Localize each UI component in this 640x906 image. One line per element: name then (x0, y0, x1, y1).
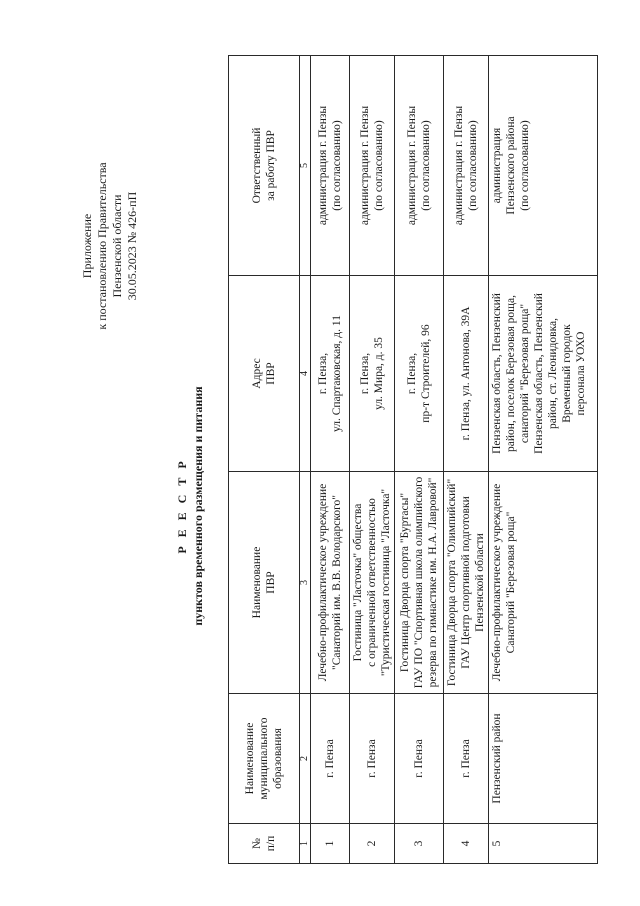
cell-responsible: администрация г. Пензы (по согласованию) (311, 56, 350, 276)
cell-responsible: администрация г. Пензы (по согласованию) (444, 56, 489, 276)
approval-line: Приложение (80, 213, 94, 279)
approval-stamp-block (80, 146, 140, 346)
cell-num: 2 (350, 824, 395, 864)
approval-line: Пензенской области (110, 194, 124, 298)
cell-responsible: администрация г. Пензы (по согласованию) (350, 56, 395, 276)
column-number: 2 (300, 694, 311, 824)
table-row (489, 56, 598, 864)
table-row (350, 56, 395, 864)
cell-municipality: г. Пенза (350, 694, 395, 824)
cell-responsible: администрация г. Пензы (по согласованию) (395, 56, 444, 276)
cell-municipality: Пензенский район (489, 694, 598, 824)
cell-num: 5 (489, 824, 598, 864)
cell-pvr-name: Гостиница Дворца спорта "Олимпийский" ГАУ Центр спортивной подготовки Пензенской области (444, 472, 489, 694)
cell-num: 1 (311, 824, 350, 864)
cell-pvr-name: Лечебно-профилактическое учреждение Санаторий "Березовая роща" (489, 472, 598, 694)
header-municipality: Наименование муниципального образования (229, 694, 300, 824)
column-number: 1 (300, 824, 311, 864)
table-header-row (229, 56, 300, 864)
header-pvr-name: Наименование ПВР (229, 472, 300, 694)
cell-pvr-address: г. Пенза, пр-т Строителей, 96 (395, 276, 444, 472)
registry-table (228, 55, 598, 864)
table-row (395, 56, 444, 864)
document-title (174, 266, 206, 746)
column-number-row (300, 56, 311, 864)
approval-line: к постановлению Правительства (95, 162, 109, 330)
title-subheading: пунктов временного размещения и питания (191, 386, 205, 626)
header-pvr-address: Адрес ПВР (229, 276, 300, 472)
title-heading: Р Е Е С Т Р (175, 458, 189, 554)
cell-pvr-address: г. Пенза, ул. Мира, д. 35 (350, 276, 395, 472)
table-row (444, 56, 489, 864)
table-row (311, 56, 350, 864)
column-number: 3 (300, 472, 311, 694)
cell-pvr-address: Пензенская область, Пензенский район, поселок Березовая роща, санаторий "Березовая роща" Пензенская область, Пензенский район, ст. Леонидовка, Временный городок персонала УОХО (489, 276, 598, 472)
approval-line: 30.05.2023 № 426-пП (125, 191, 139, 301)
cell-responsible: администрация Пензенского района (по согласованию) (489, 56, 598, 276)
cell-pvr-name: Гостиница Дворца спорта "Буртасы" ГАУ ПО "Спортивная школа олимпийского резерва по гимнастике им. Н.А. Лавровой" (395, 472, 444, 694)
column-number: 4 (300, 276, 311, 472)
cell-municipality: г. Пенза (311, 694, 350, 824)
cell-pvr-address: г. Пенза, ул. Антонова, 39А (444, 276, 489, 472)
cell-pvr-name: Лечебно-профилактическое учреждение "Санаторий им. В.В. Володарского" (311, 472, 350, 694)
cell-num: 3 (395, 824, 444, 864)
cell-municipality: г. Пенза (444, 694, 489, 824)
cell-pvr-address: г. Пенза, ул. Спартаковская, д. 11 (311, 276, 350, 472)
header-responsible: Ответственный за работу ПВР (229, 56, 300, 276)
cell-municipality: г. Пенза (395, 694, 444, 824)
cell-num: 4 (444, 824, 489, 864)
cell-pvr-name: Гостиница "Ласточка" общества с ограниченной ответственностью "Туристическая гостиница "Ласточка" (350, 472, 395, 694)
column-number: 5 (300, 56, 311, 276)
header-num: № п/п (229, 824, 300, 864)
